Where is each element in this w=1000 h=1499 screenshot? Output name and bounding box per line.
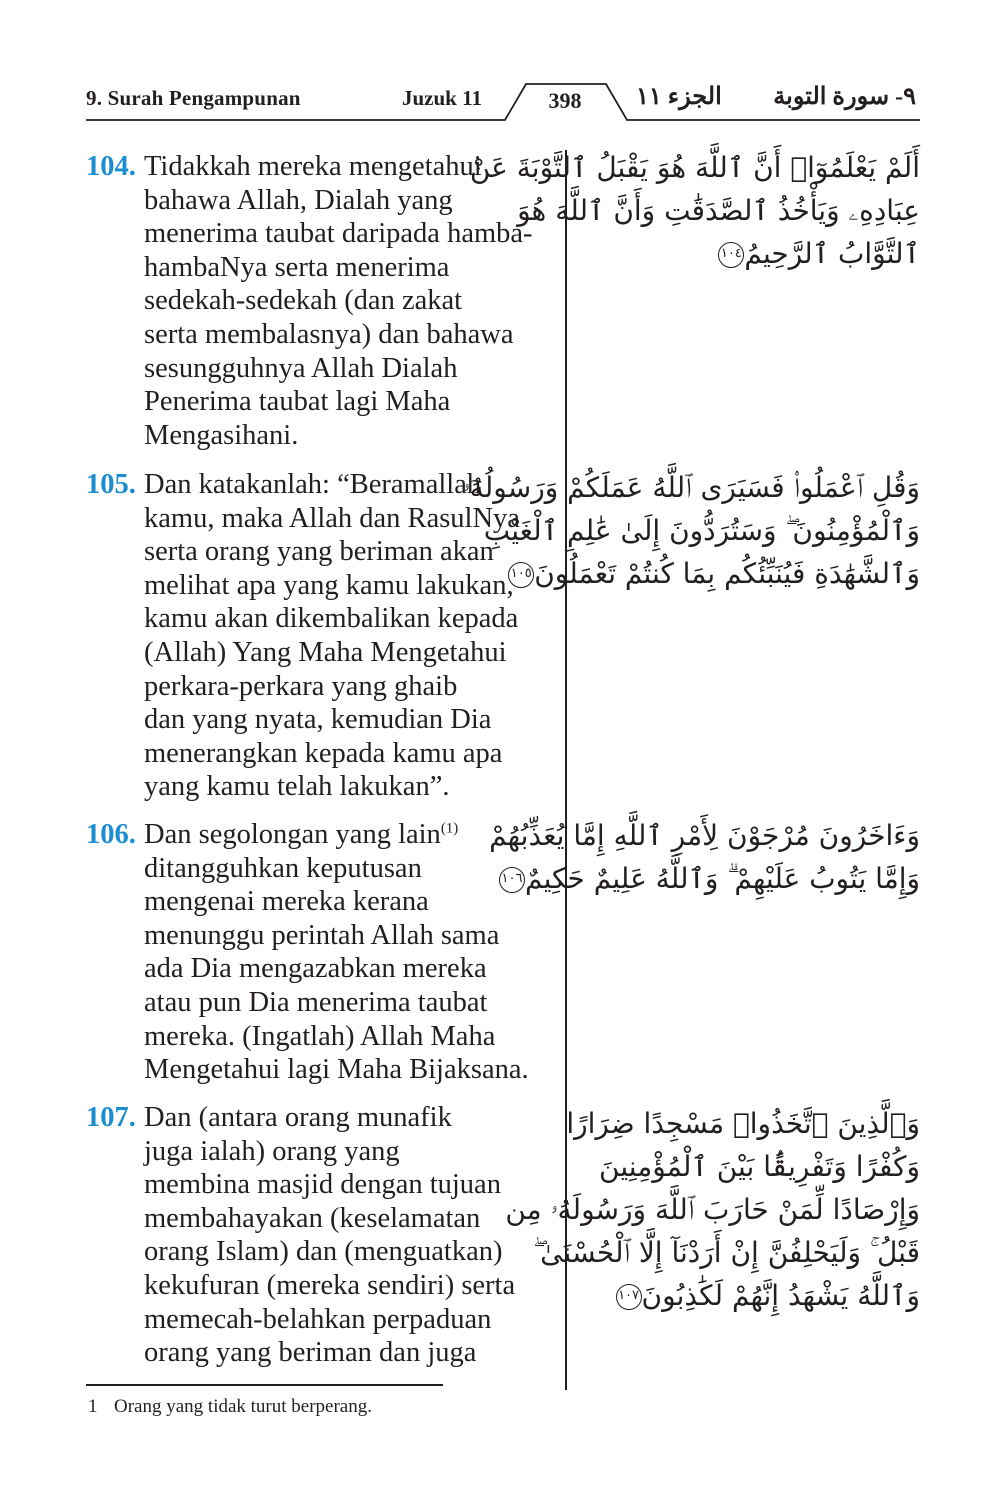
arabic-line: وَءَاخَرُونَ مُرْجَوْنَ لِأَمْرِ ٱللَّهِ إِمَّا يُعَذِّبُهُمْ xyxy=(489,819,920,852)
translation-line: Dan segolongan yang lain xyxy=(144,819,441,850)
verse-translation-107 xyxy=(86,1101,566,1370)
arabic-line: عِبَادِهِۦ وَيَأْخُذُ ٱلصَّدَقَٰتِ وَأَنَّ ٱللَّهَ هُوَ xyxy=(517,194,920,227)
arabic-line: قَبْلُ ۚ وَلَيَحْلِفُنَّ إِنْ أَرَدْنَآ إِلَّا ٱلْحُسْنَىٰ ۖ xyxy=(533,1236,920,1269)
footnote-reference: (1) xyxy=(440,820,459,837)
translation-line: Mengetahui lagi Maha Bijaksana. xyxy=(144,1054,529,1086)
translation-line: hambaNya serta menerima xyxy=(144,251,450,283)
arabic-line: وَقُلِ ٱعْمَلُوا۟ فَسَيَرَى ٱللَّهُ عَمَلَكُمْ وَرَسُولُهُۥ xyxy=(462,471,920,504)
translation-line: perkara-perkara yang ghaib xyxy=(144,670,458,702)
translation-line: dan yang nyata, kemudian Dia xyxy=(144,704,492,736)
verse-number: 105. xyxy=(86,469,136,500)
translation-line: orang yang beriman dan juga xyxy=(144,1337,477,1369)
footnote-number: 1 xyxy=(88,1396,98,1417)
translation-line: melihat apa yang kamu lakukan, xyxy=(144,569,514,601)
translation-line: sedekah-sedekah (dan zakat xyxy=(144,285,463,317)
translation-line: kamu, maka Allah dan RasulNya xyxy=(144,502,520,534)
translation-line: kekufuran (mereka sendiri) serta xyxy=(144,1269,516,1301)
translation-line: menerima taubat daripada hamba- xyxy=(144,218,533,250)
arabic-line: وَإِرْصَادًا لِّمَنْ حَارَبَ ٱللَّهَ وَرَسُولَهُۥ مِن xyxy=(505,1193,920,1226)
translation-line: atau pun Dia menerima taubat xyxy=(144,986,488,1018)
juzuk-label: Juzuk 11 xyxy=(402,86,482,110)
arabic-line: ٱلتَّوَّابُ ٱلرَّحِيمُ xyxy=(744,237,920,270)
ayah-end-marker: ١٠٦ xyxy=(499,867,525,893)
ayah-end-marker: ١٠٤ xyxy=(718,242,744,268)
verse-translation-104 xyxy=(86,150,566,452)
translation-line: Tidakkah mereka mengetahui xyxy=(144,151,482,182)
surah-title: 9. Surah Pengampunan xyxy=(86,86,301,110)
translation-line: mereka. (Ingatlah) Allah Maha xyxy=(144,1020,496,1052)
arabic-line: وَإِمَّا يَتُوبُ عَلَيْهِمْ ۗ وَٱللَّهُ عَلِيمٌ حَكِيمٌ xyxy=(524,862,920,895)
translation-line: serta membalasnya) dan bahawa xyxy=(144,318,514,350)
translation-line: membina masjid dengan tujuan xyxy=(144,1169,501,1201)
verse-arabic-105 xyxy=(462,466,920,595)
arabic-line: وَٱللَّهُ يَشْهَدُ إِنَّهُمْ لَكَٰذِبُونَ xyxy=(641,1279,920,1312)
translation-line: memecah-belahkan perpaduan xyxy=(144,1303,492,1335)
translation-line: yang kamu telah lakukan”. xyxy=(144,771,450,803)
arabic-line: وَٱلْمُؤْمِنُونَ ۖ وَسَتُرَدُّونَ إِلَىٰ عَٰلِمِ ٱلْغَيْبِ xyxy=(483,514,920,547)
footnote-text: Orang yang tidak turut berperang. xyxy=(114,1396,372,1417)
translation-line: sesungguhnya Allah Dialah xyxy=(144,352,458,384)
surah-arabic: ٩- سورة التوبة xyxy=(773,84,916,110)
footnote-rule xyxy=(86,1384,443,1386)
translation-line: juga ialah) orang yang xyxy=(144,1135,400,1167)
ayah-end-marker: ١٠٥ xyxy=(508,562,534,588)
translation-line: kamu akan dikembalikan kepada xyxy=(144,603,519,635)
arabic-line: أَلَمْ يَعْلَمُوٓا۟ أَنَّ ٱللَّهَ هُوَ يَقْبَلُ ٱلتَّوْبَةَ عَنْ xyxy=(469,151,920,184)
translation-line: Mengasihani. xyxy=(144,419,299,451)
ayah-end-marker: ١٠٧ xyxy=(616,1284,642,1310)
translation-line: Dan (antara orang munafik xyxy=(144,1102,452,1133)
arabic-line: وَكُفْرًا وَتَفْرِيقًۢا بَيْنَ ٱلْمُؤْمِنِينَ xyxy=(599,1150,920,1183)
translation-line: bahawa Allah, Dialah yang xyxy=(144,184,453,216)
verse-number: 106. xyxy=(86,819,136,850)
translation-line: orang Islam) dan (menguatkan) xyxy=(144,1236,503,1268)
translation-line: ditangguhkan keputusan xyxy=(144,852,422,884)
translation-line: Penerima taubat lagi Maha xyxy=(144,386,451,418)
footnote xyxy=(88,1396,372,1418)
translation-line: ada Dia mengazabkan mereka xyxy=(144,953,487,985)
juz-arabic: الجزء ١١ xyxy=(636,84,722,110)
verse-number: 107. xyxy=(86,1102,136,1133)
translation-line: Dan katakanlah: “Beramallah xyxy=(144,469,482,500)
translation-line: mengenai mereka kerana xyxy=(144,886,429,918)
translation-line: menerangkan kepada kamu apa xyxy=(144,737,503,769)
verse-number: 104. xyxy=(86,151,136,182)
translation-line: (Allah) Yang Maha Mengetahui xyxy=(144,636,507,668)
translation-line: serta orang yang beriman akan xyxy=(144,536,494,568)
verse-arabic-107 xyxy=(505,1102,920,1317)
verse-arabic-104 xyxy=(469,146,920,275)
page-number: 398 xyxy=(548,88,582,113)
arabic-line: وَٱلشَّهَٰدَةِ فَيُنَبِّئُكُم بِمَا كُنتُمْ تَعْمَلُونَ xyxy=(534,557,920,590)
translation-line: menunggu perintah Allah sama xyxy=(144,919,500,951)
translation-line: membahayakan (keselamatan xyxy=(144,1202,481,1234)
arabic-line: وَٱلَّذِينَ ٱتَّخَذُوا۟ مَسْجِدًا ضِرَارًا xyxy=(566,1107,920,1140)
verse-arabic-106 xyxy=(489,814,920,900)
